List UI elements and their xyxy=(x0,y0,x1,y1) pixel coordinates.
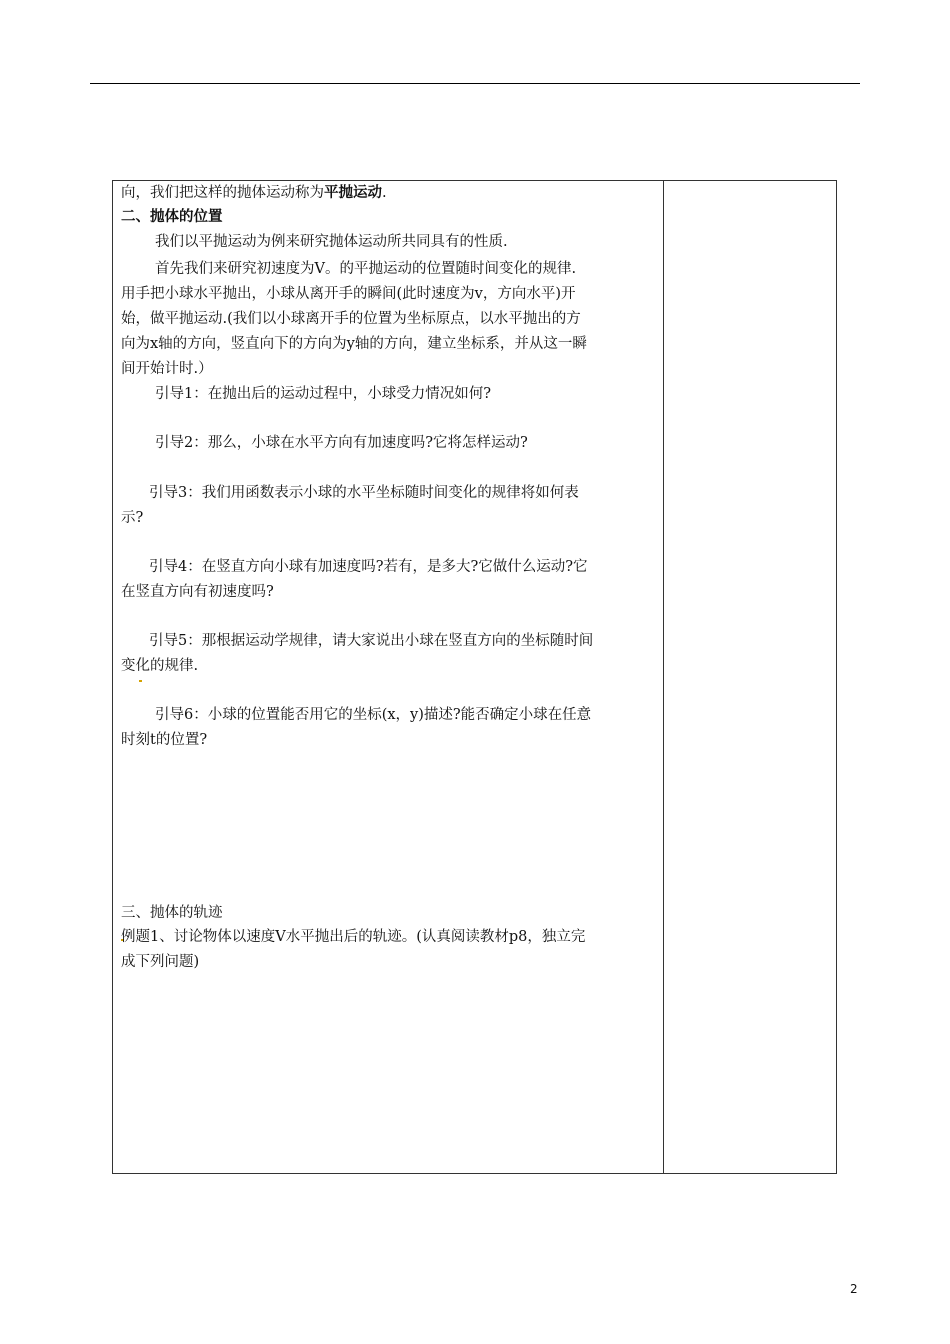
definition-period: . xyxy=(382,185,387,201)
section-2-title: 二、抛体的位置 xyxy=(121,208,223,225)
guide-6-line-1: 引导6：小球的位置能否用它的坐标(x，y)描述?能否确定小球在任意 xyxy=(155,707,592,723)
guide-6-line-2: 时刻t的位置? xyxy=(121,732,208,748)
worksheet-table xyxy=(112,180,837,1174)
page-number: 2 xyxy=(850,1282,858,1296)
paragraph-1: 我们以平抛运动为例来研究抛体运动所共同具有的性质. xyxy=(155,234,508,250)
guide-2: 引导2：那么，小球在水平方向有加速度吗?它将怎样运动? xyxy=(155,435,528,451)
guide-3-line-1: 引导3：我们用函数表示小球的水平坐标随时间变化的规律将如何表 xyxy=(149,485,579,501)
paragraph-2-line-3: 始，做平抛运动.(我们以小球离开手的位置为坐标原点，以水平抛出的方 xyxy=(121,311,581,327)
paragraph-2-line-4: 向为x轴的方向，竖直向下的方向为y轴的方向，建立坐标系，并从这一瞬 xyxy=(121,336,587,352)
paragraph-2-line-1: 首先我们来研究初速度为V。的平抛运动的位置随时间变化的规律. xyxy=(155,261,577,277)
definition-line xyxy=(121,183,387,203)
example-1-line-1: 例题1、讨论物体以速度V水平抛出后的轨迹。(认真阅读教材p8，独立完 xyxy=(121,929,586,945)
guide-5-line-1: 引导5：那根据运动学规律，请大家说出小球在竖直方向的坐标随时间 xyxy=(149,633,594,649)
guide-1: 引导1：在抛出后的运动过程中，小球受力情况如何? xyxy=(155,386,491,402)
guide-5-line-2: 变化的规律. xyxy=(121,658,199,674)
guide-4-line-2: 在竖直方向有初速度吗? xyxy=(121,584,274,600)
section-3-title: 三、抛体的轨迹 xyxy=(121,905,223,921)
definition-text: 向，我们把这样的抛体运动称为 xyxy=(121,185,324,201)
paragraph-2-line-2: 用手把小球水平抛出，小球从离开手的瞬间(此时速度为v，方向水平)开 xyxy=(121,286,576,302)
notes-column xyxy=(664,181,836,1173)
header-rule xyxy=(90,83,860,84)
ink-mark xyxy=(139,680,142,682)
paragraph-2-line-5: 间开始计时.） xyxy=(121,361,213,377)
guide-4-line-1: 引导4：在竖直方向小球有加速度吗?若有，是多大?它做什么运动?它 xyxy=(149,559,588,575)
example-1-line-2: 成下列问题) xyxy=(121,954,200,970)
term-projectile-motion: 平抛运动 xyxy=(324,184,382,201)
guide-3-line-2: 示? xyxy=(121,510,144,526)
